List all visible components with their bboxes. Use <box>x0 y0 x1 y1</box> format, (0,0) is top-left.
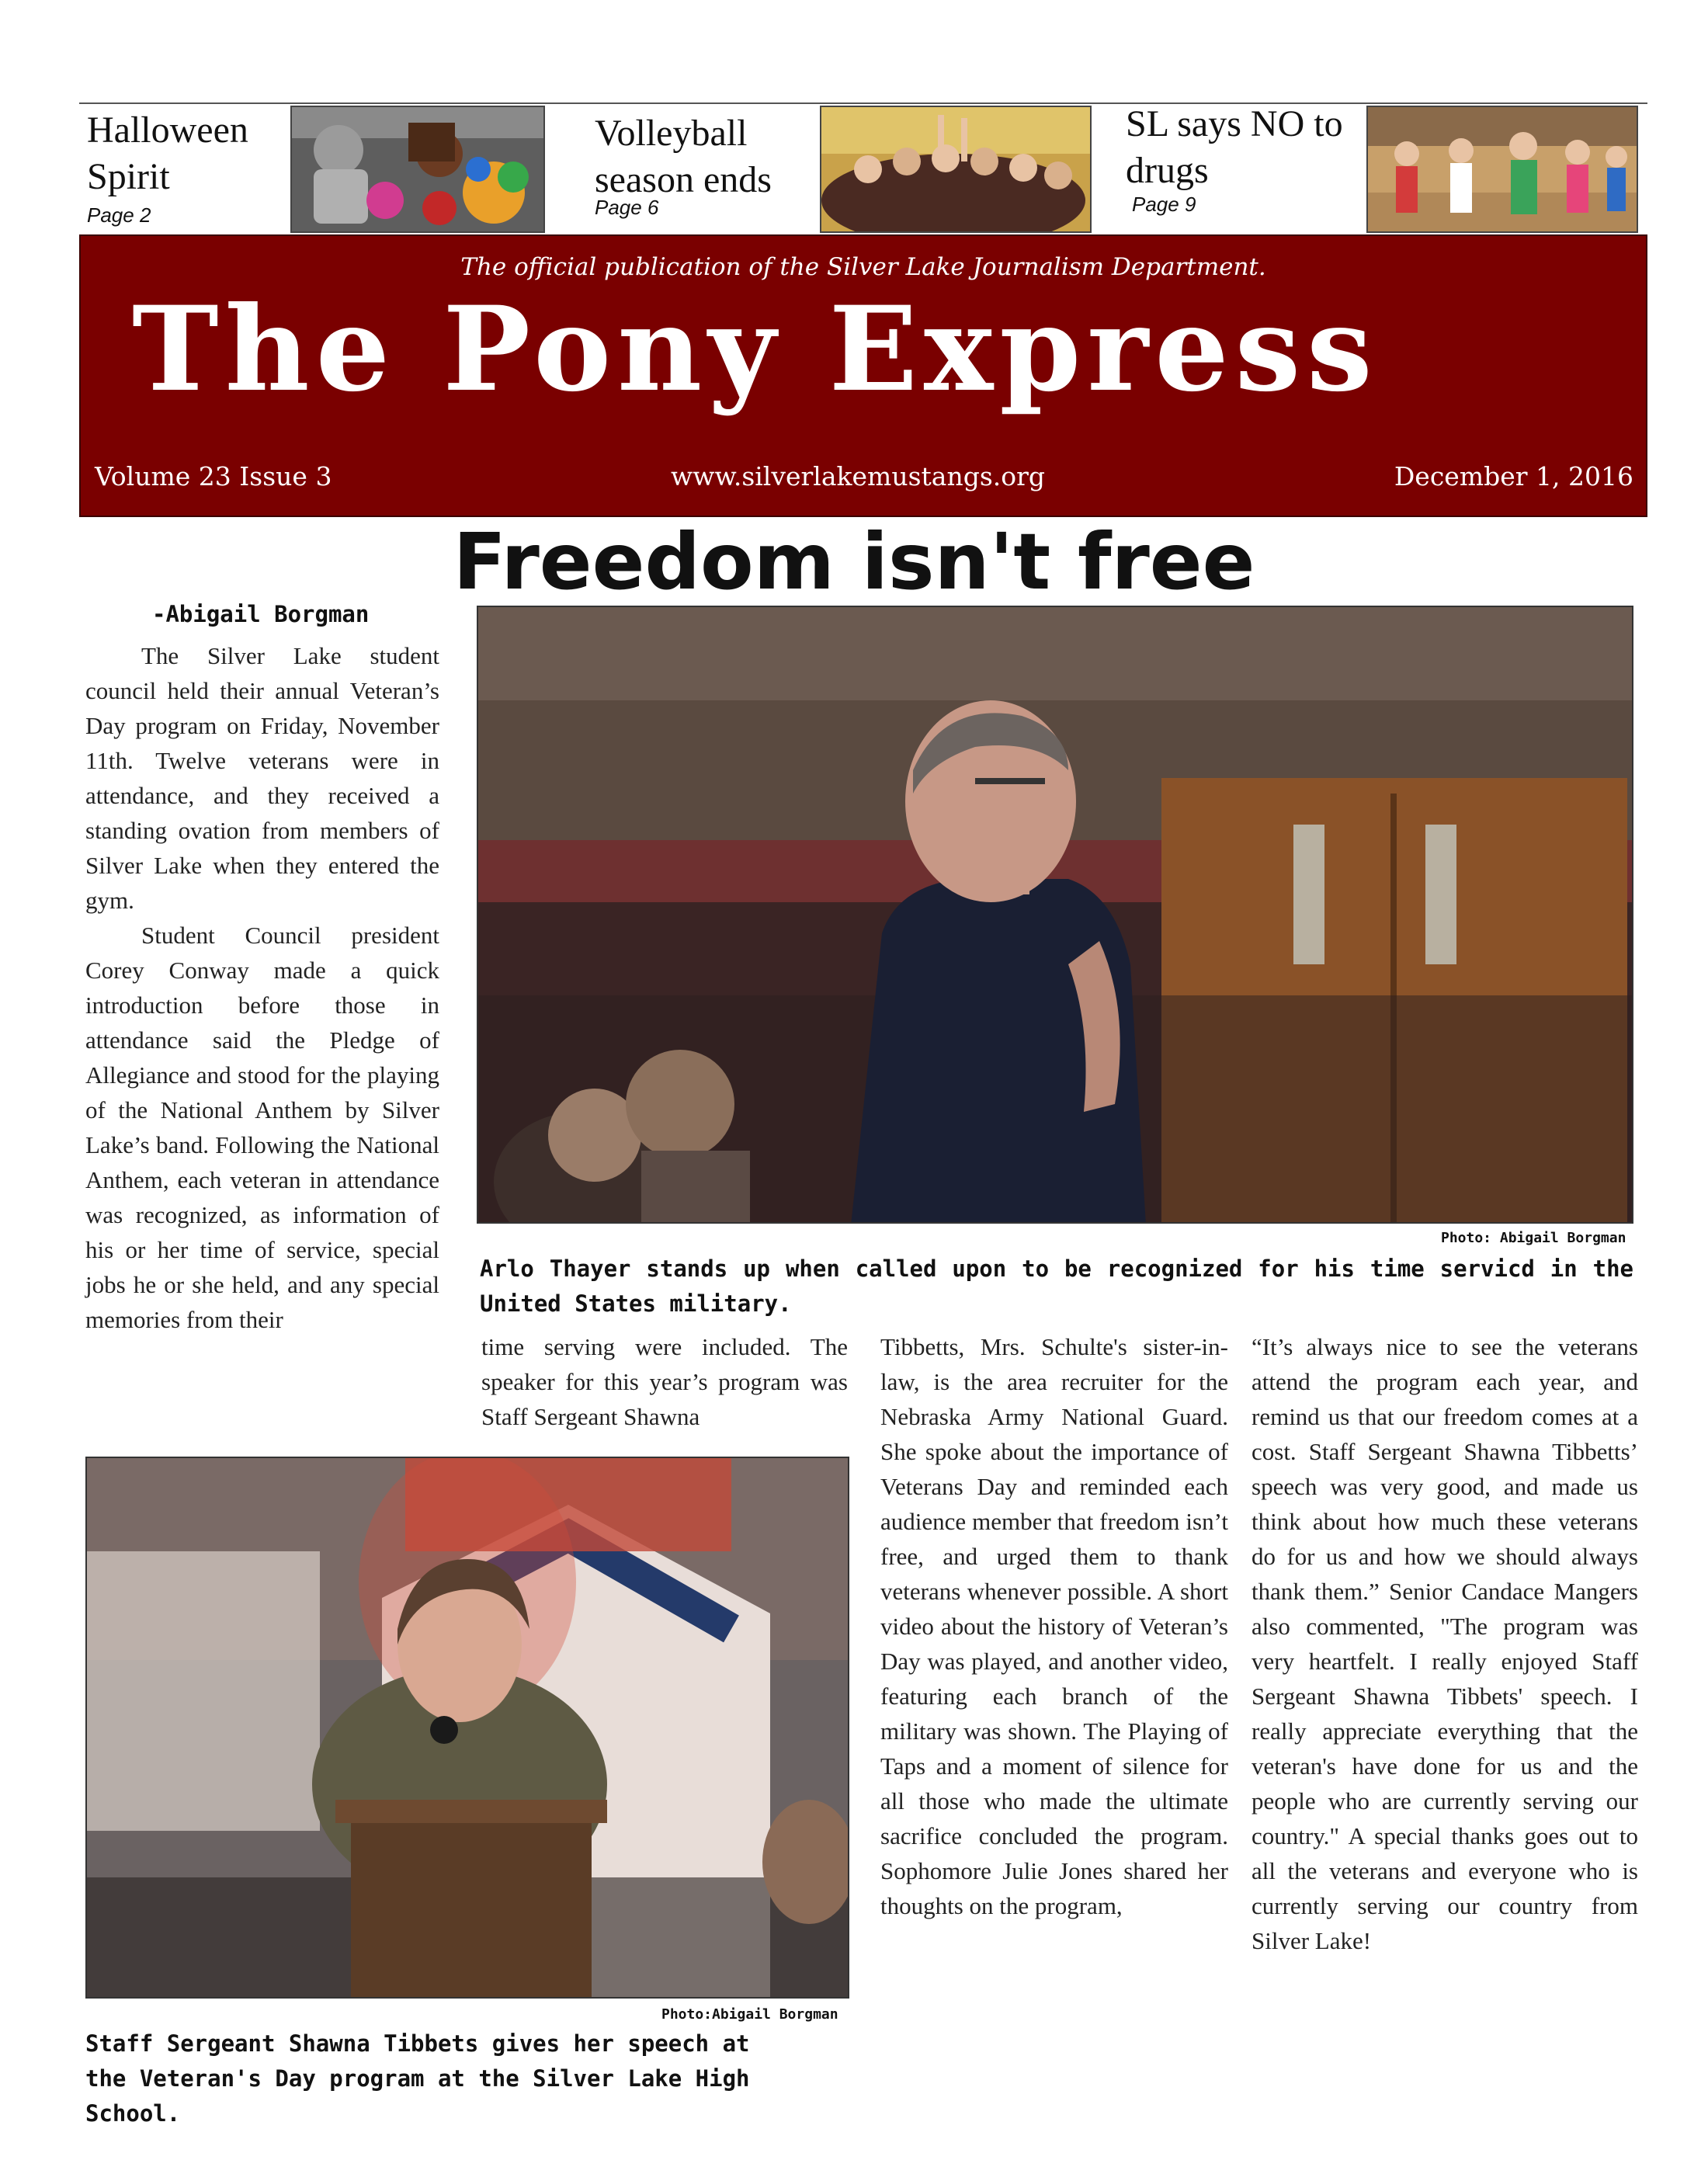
article-column-2 <box>481 1329 848 1434</box>
volleyball-team-huddle-photo <box>821 107 1090 231</box>
main-photo <box>477 606 1633 1224</box>
article-column-4 <box>1251 1329 1638 1958</box>
article-paragraph: Tibbetts, Mrs. Schulte's sister-in-law, is the area recruiter for the Nebraska Army National Guard. She spoke about the importance of Veterans Day and reminded each audience member that freedom isn’t free, and urged them to thank veterans whenever possible. A short video about the history of Veteran’s Day was played, and another video, featuring each branch of the military was shown. The Playing of Taps and a moment of silence for all those who made the ultimate sacrifice concluded the program. Sophomore Julie Jones shared her thoughts on the program, <box>880 1333 1228 1919</box>
teaser-headline-line: SL says NO to <box>1126 103 1343 144</box>
second-photo-credit: Photo:Abigail Borgman <box>661 2006 838 2023</box>
teaser-headline-line: Volleyball <box>595 113 748 154</box>
article-column-3 <box>880 1329 1228 1923</box>
byline: -Abigail Borgman <box>152 601 370 627</box>
teaser-headline <box>87 107 248 200</box>
masthead-tagline: The official publication of the Silver Lake Journalism Department. <box>460 253 1266 281</box>
halloween-photo <box>290 106 545 233</box>
halloween-costumes-photo <box>292 107 543 231</box>
teaser-headline <box>595 110 772 203</box>
veteran-standing-photo <box>478 607 1633 1224</box>
main-photo-credit: Photo: Abigail Borgman <box>1441 1230 1626 1246</box>
teaser-headline-line: Spirit <box>87 156 170 197</box>
teaser-page-ref: Page 9 <box>1132 193 1196 216</box>
second-photo <box>85 1457 849 1999</box>
teaser-headline <box>1126 101 1343 194</box>
volleyball-photo <box>820 106 1092 233</box>
article-column-1 <box>85 638 439 1337</box>
drugs-photo <box>1366 106 1638 233</box>
teaser-top-rule <box>79 102 1647 104</box>
article-paragraph: Student Council president Corey Conway made a quick introduction before those in attendance said the Pledge of Allegiance and stood for the playing of the National Anthem by Silver Lake’s band. Following the National Anthem, each veteran in attendance was recognized, as information of his or her time of service, special jobs he or she held, and any special memories from their <box>85 922 439 1333</box>
article-paragraph: time serving were included. The speaker for this year’s program was Staff Sergeant Shawna <box>481 1333 848 1430</box>
article-paragraph: “It’s always nice to see the veterans attend the program each year, and remind us that our freedom comes at a cost. Staff Sergeant Shawna Tibbetts’ speech was very good, and made us think about how much these veterans do for us and how we should always thank them.” Senior Candace Mangers also commented, "The program was very heartfelt. I really enjoyed Staff Sergeant Shawna Tibbets' speech. I really appreciate everything that the veteran's have done for us and the people who are currently serving our country." A special thanks goes out to all the veterans and everyone who is currently serving our country from Silver Lake! <box>1251 1333 1638 1954</box>
masthead <box>79 234 1647 517</box>
volume-issue: Volume 23 Issue 3 <box>95 461 332 491</box>
teaser-page-ref: Page 2 <box>87 203 151 227</box>
article-paragraph: The Silver Lake student council held their annual Veteran’s Day program on Friday, November 11th. Twelve veterans were in attendance, and they received a standing ovation from members of Silver Lake when they entered the gym. <box>85 642 439 914</box>
second-photo-caption: Staff Sergeant Shawna Tibbets gives her speech at the Veteran's Day program at the Silver Lake High School. <box>85 2030 750 2127</box>
teaser-headline-line: season ends <box>595 159 772 200</box>
article-headline: Freedom isn't free <box>453 516 1255 607</box>
teaser-page-ref: Page 6 <box>595 196 659 219</box>
students-dancing-photo <box>1368 107 1637 231</box>
main-photo-caption: Arlo Thayer stands up when called upon to be recognized for his time servicd in the United States military. <box>480 1255 1633 1317</box>
speaker-at-podium-photo <box>87 1458 849 1999</box>
teaser-headline-line: Halloween <box>87 109 248 151</box>
website-link[interactable]: www.silverlakemustangs.org <box>671 461 1046 491</box>
issue-date: December 1, 2016 <box>1394 461 1633 491</box>
newspaper-title: The Pony Express <box>132 281 1379 418</box>
teaser-headline-line: drugs <box>1126 150 1209 191</box>
